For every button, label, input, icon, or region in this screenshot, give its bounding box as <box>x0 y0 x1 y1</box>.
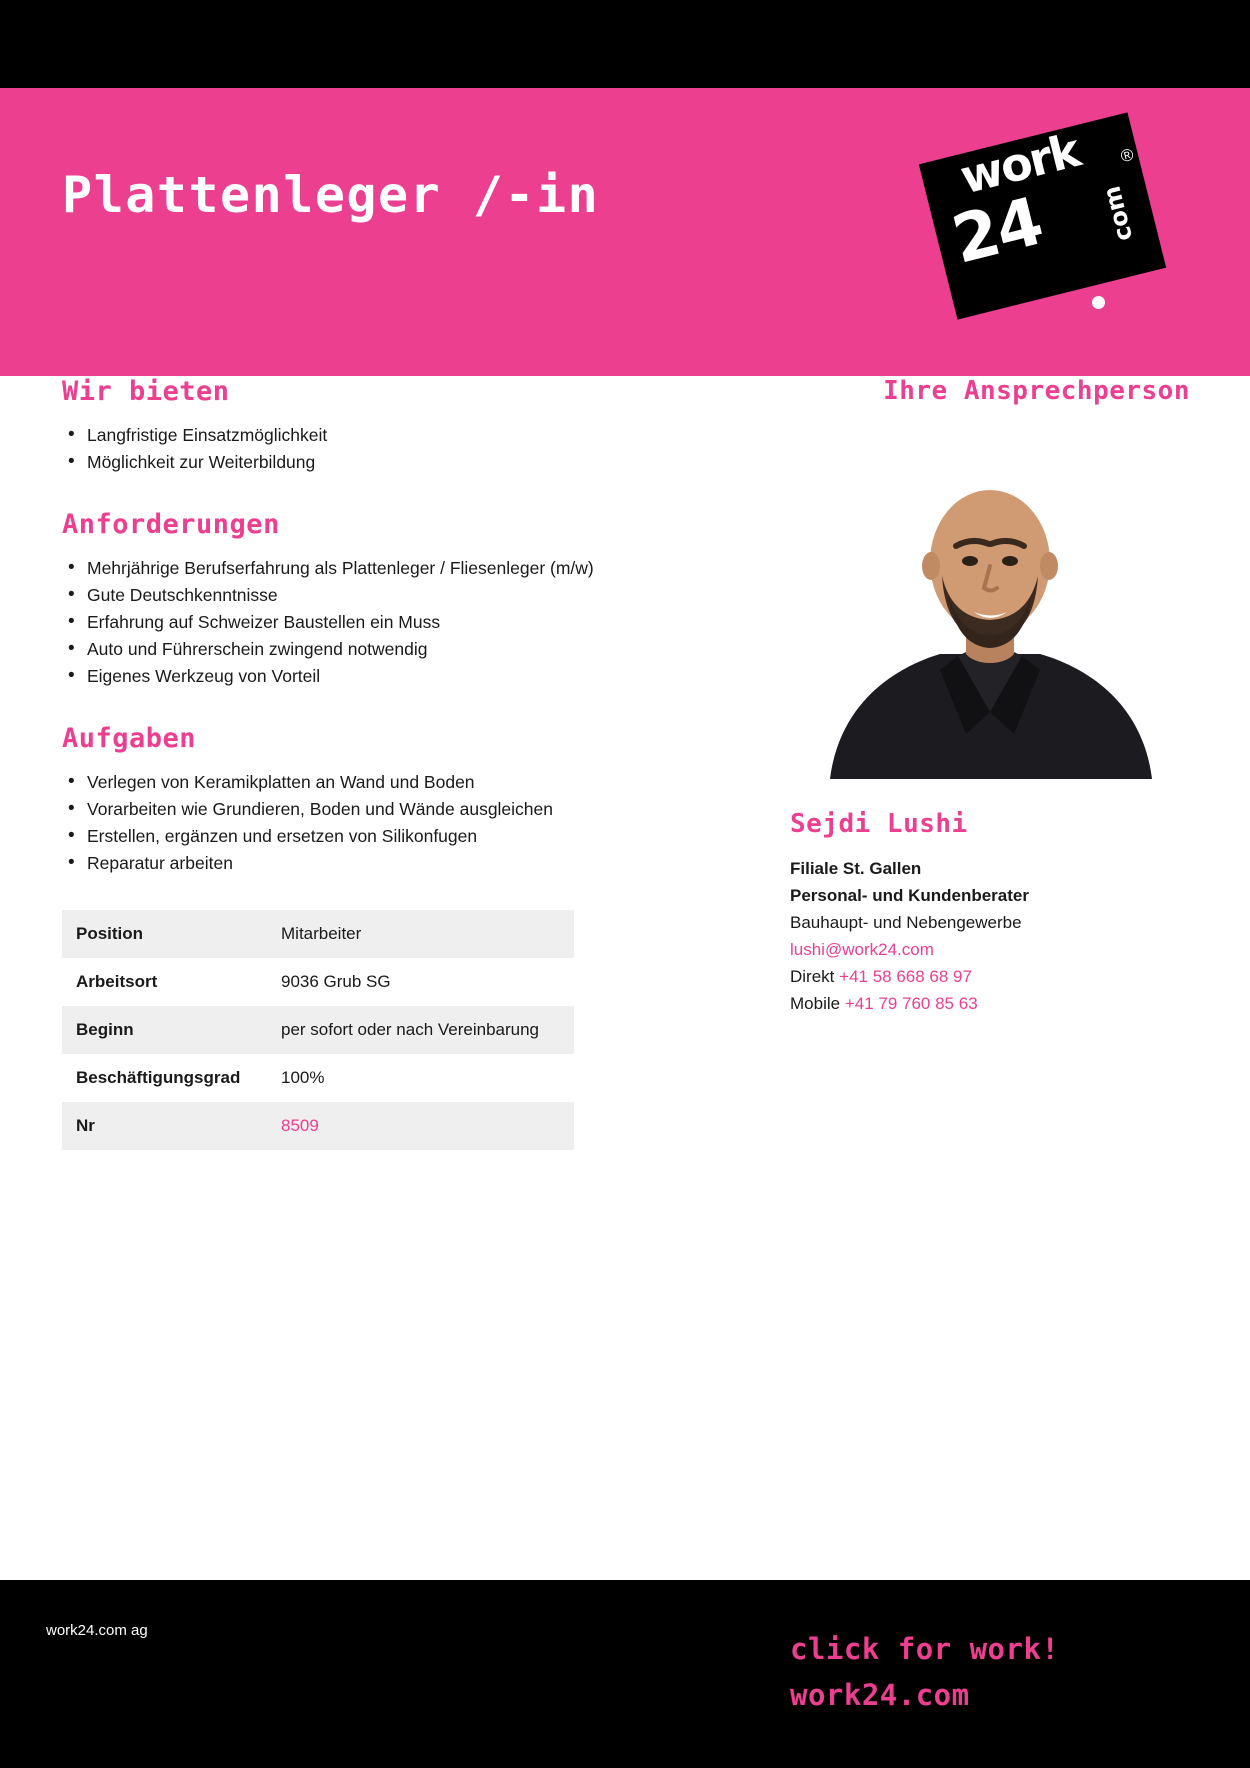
contact-email-link[interactable]: lushi@work24.com <box>790 940 934 959</box>
table-cell-key: Position <box>62 910 267 958</box>
page-title: Plattenleger /-in <box>62 166 600 224</box>
footer-bar <box>0 1580 1250 1768</box>
list-item: • Mehrjährige Berufserfahrung als Plattenleger / Fliesenleger (m/w) <box>62 556 662 581</box>
list-item: • Reparatur arbeiten <box>62 851 662 876</box>
logo-word: work <box>955 123 1084 205</box>
logo-number: 24 <box>945 182 1049 279</box>
contact-name: Sejdi Lushi <box>790 809 968 839</box>
list-item: • Erstellen, ergänzen und ersetzen von Silikonfugen <box>62 824 662 849</box>
table-row <box>62 910 574 958</box>
table-row <box>62 1102 574 1150</box>
header-banner <box>0 88 1250 376</box>
table-cell-value: 9036 Grub SG <box>281 972 391 991</box>
table-cell-value: 100% <box>281 1068 325 1087</box>
right-column <box>790 376 1190 1017</box>
section-heading-tasks: Aufgaben <box>62 723 197 754</box>
contact-segment: Bauhaupt- und Nebengewerbe <box>790 913 1022 932</box>
list-item: • Auto und Führerschein zwingend notwendig <box>62 637 662 662</box>
table-cell-key: Arbeitsort <box>76 972 158 991</box>
contact-mobile-label: Mobile <box>790 994 841 1013</box>
logo-registered-icon: ® <box>1118 144 1136 167</box>
footer-cta: click for work! <box>790 1632 1060 1666</box>
table-cell-key: Beginn <box>62 1006 267 1054</box>
section-heading-offer: Wir bieten <box>62 376 230 407</box>
tasks-list <box>62 770 662 876</box>
section-heading-contact: Ihre Ansprechperson <box>883 376 1190 406</box>
table-row <box>62 1006 574 1054</box>
list-item: • Möglichkeit zur Weiterbildung <box>62 450 662 475</box>
logo-dot-icon <box>1091 295 1107 311</box>
footer-url[interactable]: work24.com <box>790 1678 970 1712</box>
list-item: • Eigenes Werkzeug von Vorteil <box>62 664 662 689</box>
logo-com: com <box>1097 183 1139 244</box>
list-item: • Gute Deutschkenntnisse <box>62 583 662 608</box>
contact-photo <box>790 444 1190 779</box>
table-row <box>62 1054 574 1102</box>
list-item: • Verlegen von Keramikplatten an Wand und Boden <box>62 770 662 795</box>
table-row <box>62 958 574 1006</box>
work24-logo[interactable] <box>925 118 1175 318</box>
footer-company: work24.com ag <box>46 1622 148 1639</box>
contact-mobile-number[interactable]: +41 79 760 85 63 <box>844 994 978 1013</box>
contact-direct-label: Direkt <box>790 967 835 986</box>
job-info-table <box>62 910 574 1150</box>
left-column <box>62 376 662 1150</box>
requirements-list <box>62 556 662 689</box>
portrait-illustration <box>790 444 1190 779</box>
list-item: • Vorarbeiten wie Grundieren, Boden und Wände ausgleichen <box>62 797 662 822</box>
list-item: • Langfristige Einsatzmöglichkeit <box>62 423 662 448</box>
table-cell-value: Mitarbeiter <box>267 910 574 958</box>
contact-direct-number[interactable]: +41 58 668 68 97 <box>839 967 972 986</box>
table-cell-key: Nr <box>62 1102 267 1150</box>
table-cell-key: Beschäftigungsgrad <box>76 1068 241 1087</box>
contact-role: Personal- und Kundenberater <box>790 886 1029 905</box>
table-cell-value-job-number: 8509 <box>267 1102 574 1150</box>
contact-branch: Filiale St. Gallen <box>790 859 922 878</box>
offer-list <box>62 423 662 475</box>
contact-details <box>790 855 1190 1017</box>
list-item: • Erfahrung auf Schweizer Baustellen ein Muss <box>62 610 662 635</box>
table-cell-value: per sofort oder nach Vereinbarung <box>267 1006 574 1054</box>
top-black-bar <box>0 0 1250 88</box>
section-heading-requirements: Anforderungen <box>62 509 280 540</box>
